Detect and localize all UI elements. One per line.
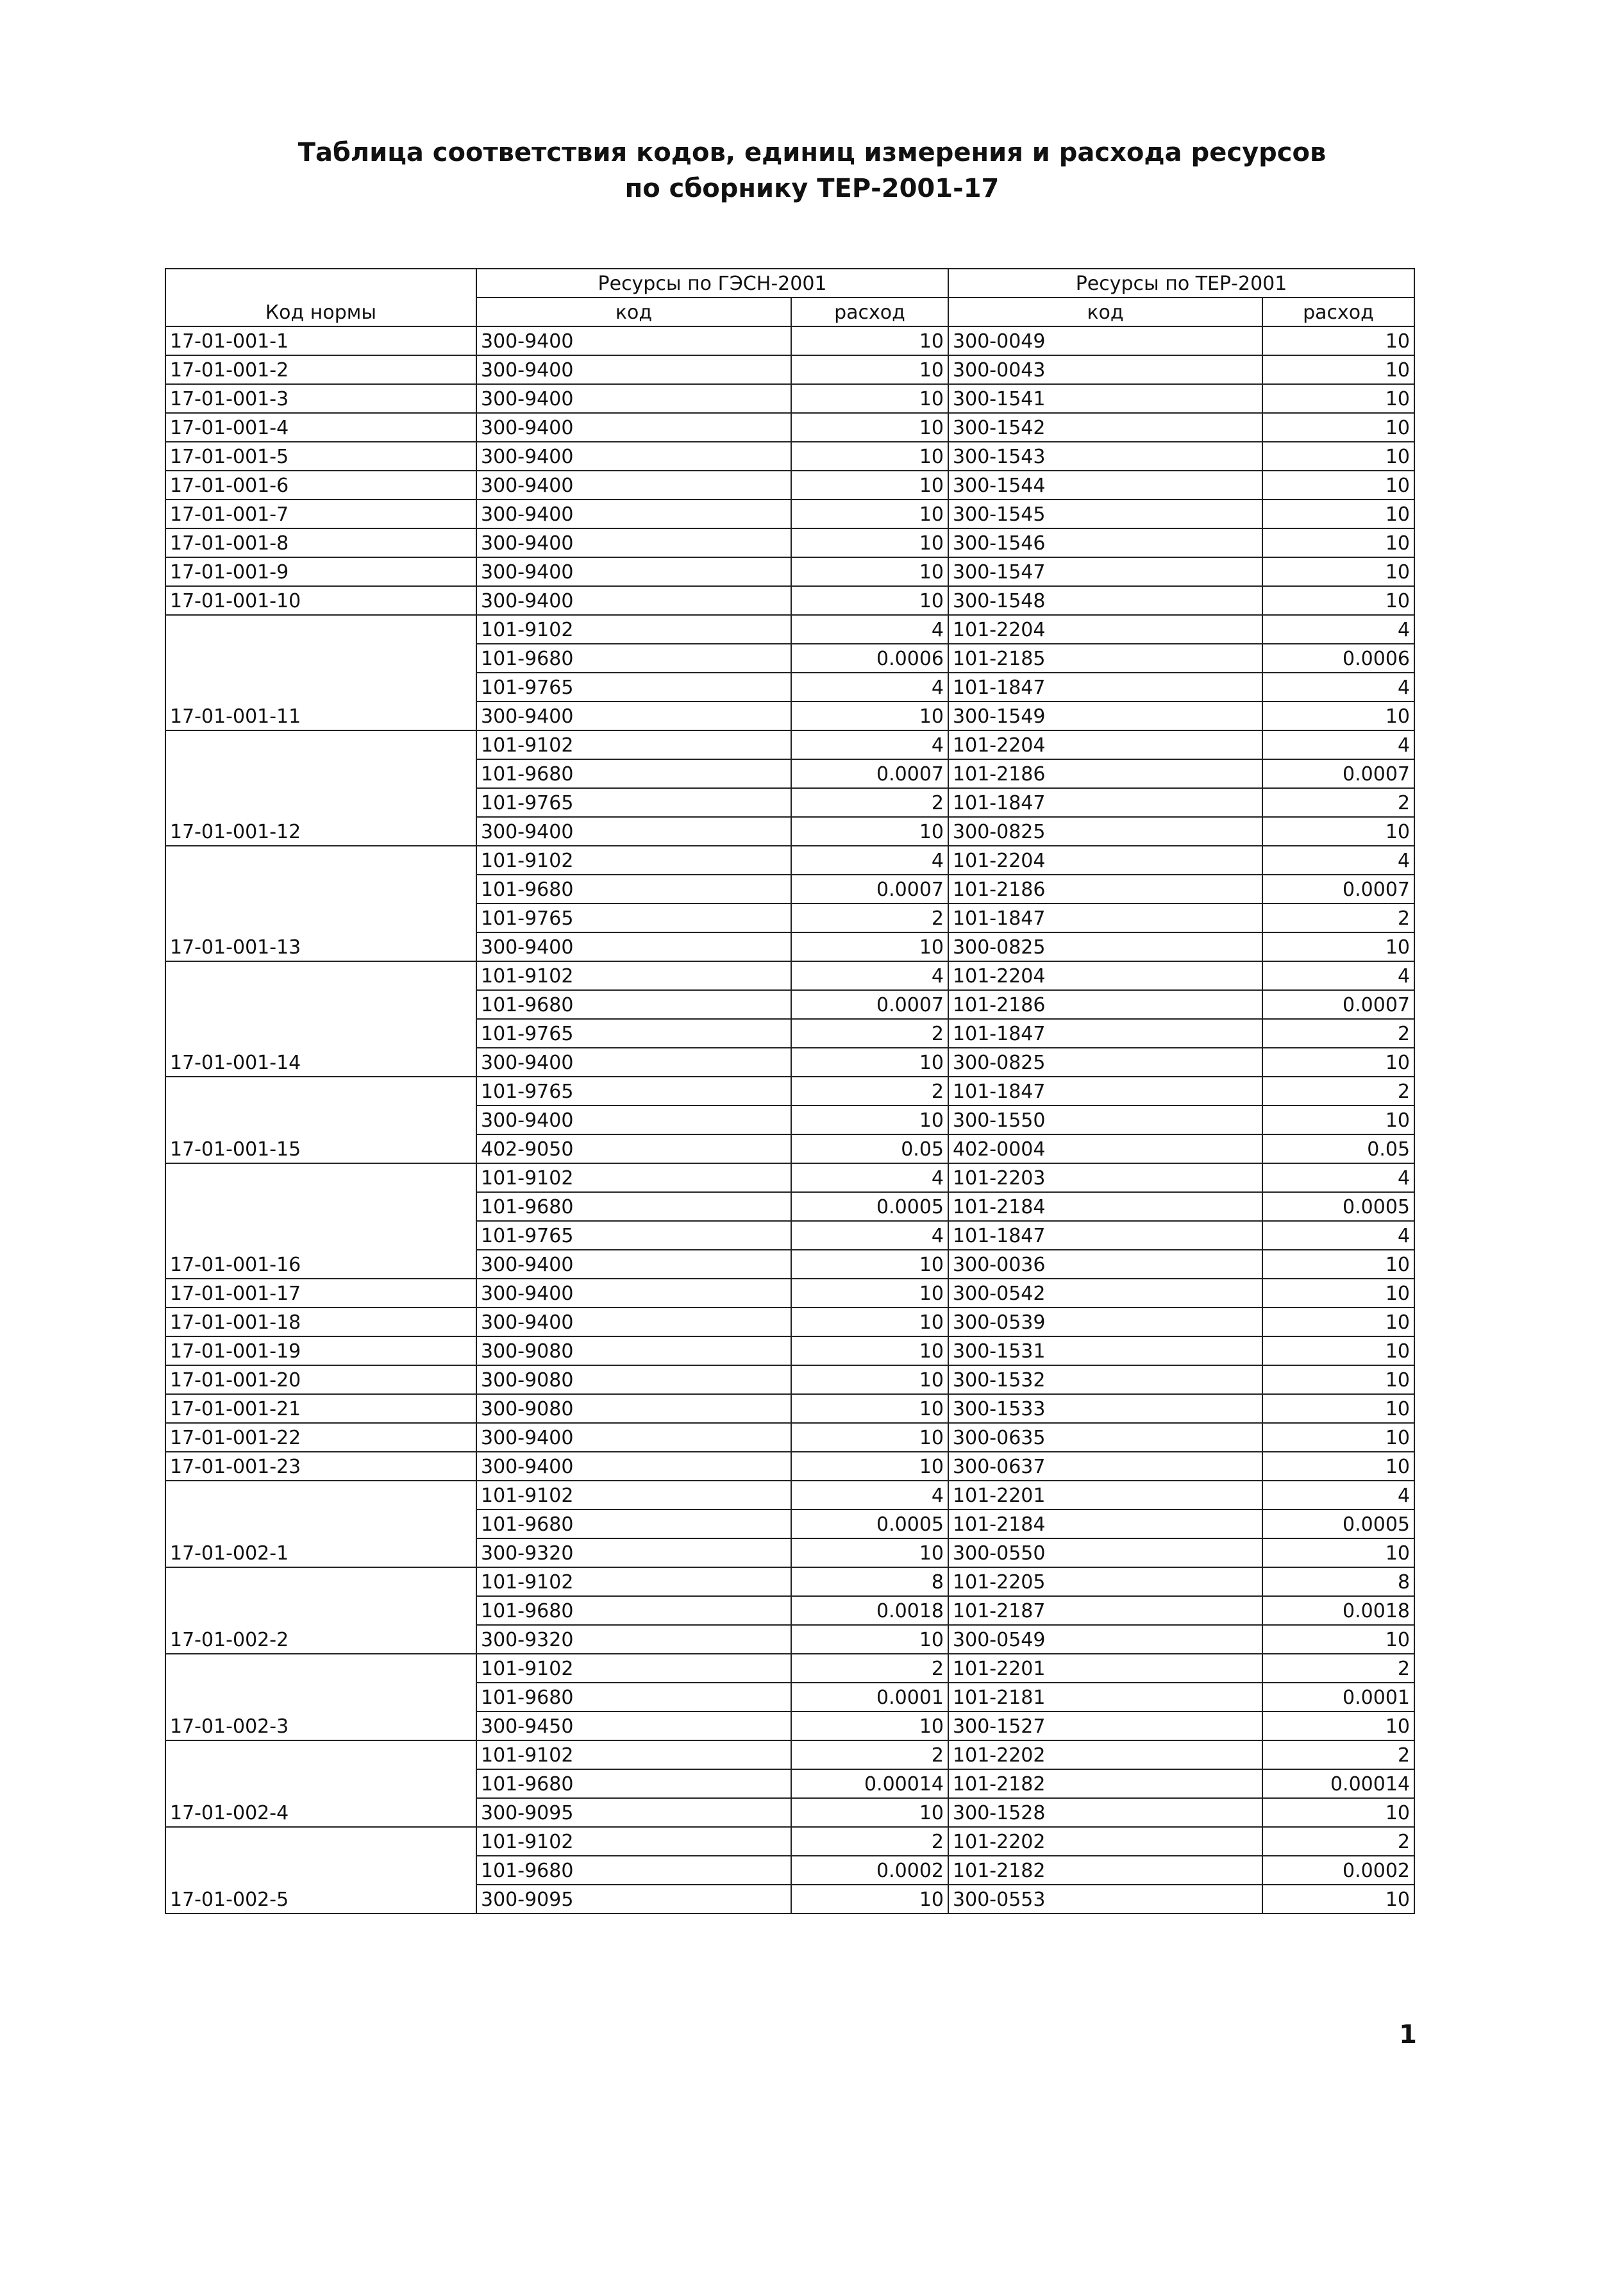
ter-amount-cell: 10 bbox=[1262, 471, 1414, 500]
norm-code-cell: 17-01-001-23 bbox=[165, 1452, 476, 1481]
gesn-amount-cell: 4 bbox=[791, 730, 948, 759]
gesn-code-cell: 101-9102 bbox=[476, 846, 791, 875]
gesn-code-cell: 300-9400 bbox=[476, 326, 791, 355]
table-row bbox=[165, 730, 1414, 759]
ter-code-cell: 101-2182 bbox=[948, 1769, 1262, 1798]
ter-amount-cell: 2 bbox=[1262, 788, 1414, 817]
ter-amount-cell: 10 bbox=[1262, 1365, 1414, 1394]
gesn-amount-cell: 10 bbox=[791, 932, 948, 961]
gesn-code-cell: 300-9400 bbox=[476, 1250, 791, 1279]
ter-code-cell: 300-0036 bbox=[948, 1250, 1262, 1279]
ter-code-cell: 101-1847 bbox=[948, 788, 1262, 817]
gesn-code-cell: 300-9400 bbox=[476, 1279, 791, 1308]
table-row bbox=[165, 442, 1414, 471]
ter-code-cell: 101-2181 bbox=[948, 1683, 1262, 1712]
table-row bbox=[165, 846, 1414, 875]
gesn-code-cell: 101-9102 bbox=[476, 1654, 791, 1683]
ter-code-cell: 101-2205 bbox=[948, 1567, 1262, 1596]
gesn-code-cell: 101-9680 bbox=[476, 875, 791, 904]
ter-code-cell: 300-0825 bbox=[948, 932, 1262, 961]
ter-code-cell: 300-1542 bbox=[948, 413, 1262, 442]
gesn-amount-cell: 0.0007 bbox=[791, 990, 948, 1019]
gesn-amount-cell: 10 bbox=[791, 442, 948, 471]
gesn-amount-cell: 0.00014 bbox=[791, 1769, 948, 1798]
ter-code-cell: 101-2186 bbox=[948, 875, 1262, 904]
ter-code-cell: 101-2202 bbox=[948, 1740, 1262, 1769]
gesn-code-cell: 101-9102 bbox=[476, 1481, 791, 1510]
table-row bbox=[165, 355, 1414, 384]
gesn-amount-cell: 10 bbox=[791, 1625, 948, 1654]
gesn-code-cell: 101-9102 bbox=[476, 1163, 791, 1192]
ter-amount-cell: 0.0018 bbox=[1262, 1596, 1414, 1625]
ter-amount-cell: 10 bbox=[1262, 1538, 1414, 1567]
gesn-amount-cell: 10 bbox=[791, 1048, 948, 1077]
gesn-amount-cell: 10 bbox=[791, 586, 948, 615]
gesn-code-cell: 300-9400 bbox=[476, 384, 791, 413]
ter-amount-cell: 4 bbox=[1262, 961, 1414, 990]
ter-code-cell: 300-0542 bbox=[948, 1279, 1262, 1308]
gesn-amount-cell: 4 bbox=[791, 1221, 948, 1250]
ter-code-cell: 101-2201 bbox=[948, 1654, 1262, 1683]
ter-amount-cell: 0.0002 bbox=[1262, 1856, 1414, 1885]
table-row bbox=[165, 1077, 1414, 1106]
ter-code-cell: 300-1546 bbox=[948, 528, 1262, 557]
table-row bbox=[165, 1740, 1414, 1769]
ter-code-cell: 300-1541 bbox=[948, 384, 1262, 413]
gesn-code-cell: 101-9102 bbox=[476, 730, 791, 759]
gesn-amount-cell: 0.05 bbox=[791, 1134, 948, 1163]
gesn-code-cell: 300-9400 bbox=[476, 500, 791, 528]
ter-code-cell: 300-1533 bbox=[948, 1394, 1262, 1423]
table-row bbox=[165, 557, 1414, 586]
ter-code-cell: 300-1543 bbox=[948, 442, 1262, 471]
gesn-amount-cell: 0.0018 bbox=[791, 1596, 948, 1625]
gesn-amount-cell: 10 bbox=[791, 1279, 948, 1308]
ter-amount-cell: 10 bbox=[1262, 1712, 1414, 1740]
header-ter-code: код bbox=[948, 298, 1262, 326]
ter-amount-cell: 2 bbox=[1262, 1019, 1414, 1048]
gesn-code-cell: 101-9680 bbox=[476, 1769, 791, 1798]
ter-code-cell: 300-1545 bbox=[948, 500, 1262, 528]
ter-amount-cell: 4 bbox=[1262, 1221, 1414, 1250]
ter-amount-cell: 10 bbox=[1262, 1279, 1414, 1308]
ter-amount-cell: 0.05 bbox=[1262, 1134, 1414, 1163]
gesn-amount-cell: 0.0007 bbox=[791, 875, 948, 904]
norm-code-cell: 17-01-002-2 bbox=[165, 1567, 476, 1654]
gesn-code-cell: 300-9450 bbox=[476, 1712, 791, 1740]
gesn-amount-cell: 2 bbox=[791, 1019, 948, 1048]
ter-code-cell: 101-1847 bbox=[948, 1019, 1262, 1048]
gesn-amount-cell: 0.0001 bbox=[791, 1683, 948, 1712]
gesn-code-cell: 101-9102 bbox=[476, 1740, 791, 1769]
gesn-amount-cell: 8 bbox=[791, 1567, 948, 1596]
ter-code-cell: 300-0539 bbox=[948, 1308, 1262, 1336]
gesn-amount-cell: 10 bbox=[791, 1538, 948, 1567]
gesn-amount-cell: 10 bbox=[791, 471, 948, 500]
gesn-amount-cell: 10 bbox=[791, 1885, 948, 1914]
table-row bbox=[165, 413, 1414, 442]
norm-code-cell: 17-01-001-8 bbox=[165, 528, 476, 557]
ter-code-cell: 101-2187 bbox=[948, 1596, 1262, 1625]
gesn-amount-cell: 4 bbox=[791, 961, 948, 990]
ter-amount-cell: 10 bbox=[1262, 1423, 1414, 1452]
ter-amount-cell: 4 bbox=[1262, 1163, 1414, 1192]
ter-code-cell: 300-0635 bbox=[948, 1423, 1262, 1452]
gesn-amount-cell: 10 bbox=[791, 1336, 948, 1365]
norm-code-cell: 17-01-001-1 bbox=[165, 326, 476, 355]
ter-code-cell: 101-1847 bbox=[948, 1077, 1262, 1106]
ter-amount-cell: 2 bbox=[1262, 904, 1414, 932]
gesn-code-cell: 101-9765 bbox=[476, 788, 791, 817]
ter-code-cell: 101-1847 bbox=[948, 904, 1262, 932]
ter-amount-cell: 10 bbox=[1262, 817, 1414, 846]
gesn-code-cell: 300-9080 bbox=[476, 1336, 791, 1365]
ter-amount-cell: 10 bbox=[1262, 586, 1414, 615]
gesn-amount-cell: 10 bbox=[791, 1394, 948, 1423]
gesn-code-cell: 101-9765 bbox=[476, 1019, 791, 1048]
ter-code-cell: 300-0549 bbox=[948, 1625, 1262, 1654]
norm-code-cell: 17-01-001-19 bbox=[165, 1336, 476, 1365]
gesn-code-cell: 300-9400 bbox=[476, 1106, 791, 1134]
gesn-amount-cell: 2 bbox=[791, 788, 948, 817]
gesn-amount-cell: 10 bbox=[791, 413, 948, 442]
gesn-code-cell: 300-9400 bbox=[476, 471, 791, 500]
table-row bbox=[165, 1827, 1414, 1856]
ter-code-cell: 101-2186 bbox=[948, 759, 1262, 788]
ter-amount-cell: 2 bbox=[1262, 1077, 1414, 1106]
norm-code-cell: 17-01-001-3 bbox=[165, 384, 476, 413]
gesn-code-cell: 101-9680 bbox=[476, 1192, 791, 1221]
ter-amount-cell: 10 bbox=[1262, 1336, 1414, 1365]
gesn-code-cell: 101-9680 bbox=[476, 1510, 791, 1538]
gesn-amount-cell: 10 bbox=[791, 528, 948, 557]
table-row bbox=[165, 1336, 1414, 1365]
header-gesn-code: код bbox=[476, 298, 791, 326]
gesn-code-cell: 300-9080 bbox=[476, 1365, 791, 1394]
norm-code-cell: 17-01-001-5 bbox=[165, 442, 476, 471]
gesn-amount-cell: 10 bbox=[791, 500, 948, 528]
ter-amount-cell: 4 bbox=[1262, 673, 1414, 702]
gesn-code-cell: 300-9095 bbox=[476, 1798, 791, 1827]
gesn-amount-cell: 10 bbox=[791, 1365, 948, 1394]
gesn-amount-cell: 10 bbox=[791, 1308, 948, 1336]
norm-code-cell: 17-01-001-7 bbox=[165, 500, 476, 528]
gesn-amount-cell: 4 bbox=[791, 846, 948, 875]
gesn-code-cell: 300-9080 bbox=[476, 1394, 791, 1423]
gesn-amount-cell: 10 bbox=[791, 1452, 948, 1481]
ter-amount-cell: 0.0005 bbox=[1262, 1510, 1414, 1538]
ter-amount-cell: 2 bbox=[1262, 1740, 1414, 1769]
gesn-amount-cell: 10 bbox=[791, 1423, 948, 1452]
norm-code-cell: 17-01-001-22 bbox=[165, 1423, 476, 1452]
table-row bbox=[165, 528, 1414, 557]
norm-code-cell: 17-01-001-10 bbox=[165, 586, 476, 615]
ter-code-cell: 300-1547 bbox=[948, 557, 1262, 586]
norm-code-cell: 17-01-001-4 bbox=[165, 413, 476, 442]
table-row bbox=[165, 1163, 1414, 1192]
norm-code-cell: 17-01-001-17 bbox=[165, 1279, 476, 1308]
gesn-code-cell: 101-9765 bbox=[476, 1077, 791, 1106]
header-norm-code: Код нормы bbox=[165, 269, 476, 326]
ter-code-cell: 101-2204 bbox=[948, 615, 1262, 644]
gesn-code-cell: 101-9102 bbox=[476, 615, 791, 644]
ter-code-cell: 300-1549 bbox=[948, 702, 1262, 730]
gesn-code-cell: 300-9400 bbox=[476, 586, 791, 615]
ter-amount-cell: 10 bbox=[1262, 1106, 1414, 1134]
gesn-code-cell: 300-9400 bbox=[476, 442, 791, 471]
gesn-amount-cell: 0.0006 bbox=[791, 644, 948, 673]
ter-code-cell: 101-2202 bbox=[948, 1827, 1262, 1856]
header-ter-amount: расход bbox=[1262, 298, 1414, 326]
gesn-code-cell: 101-9102 bbox=[476, 1567, 791, 1596]
ter-code-cell: 300-1548 bbox=[948, 586, 1262, 615]
ter-code-cell: 101-2184 bbox=[948, 1192, 1262, 1221]
ter-code-cell: 300-1544 bbox=[948, 471, 1262, 500]
title-line-2: по сборнику ТЕР-2001-17 bbox=[624, 174, 1000, 203]
gesn-code-cell: 300-9320 bbox=[476, 1538, 791, 1567]
gesn-amount-cell: 10 bbox=[791, 702, 948, 730]
ter-amount-cell: 0.0007 bbox=[1262, 875, 1414, 904]
ter-amount-cell: 10 bbox=[1262, 1250, 1414, 1279]
table-row bbox=[165, 1654, 1414, 1683]
gesn-code-cell: 101-9680 bbox=[476, 1596, 791, 1625]
gesn-amount-cell: 10 bbox=[791, 1798, 948, 1827]
ter-amount-cell: 10 bbox=[1262, 1394, 1414, 1423]
ter-code-cell: 101-2204 bbox=[948, 961, 1262, 990]
ter-code-cell: 101-2204 bbox=[948, 846, 1262, 875]
ter-amount-cell: 10 bbox=[1262, 557, 1414, 586]
ter-amount-cell: 10 bbox=[1262, 413, 1414, 442]
norm-code-cell: 17-01-001-12 bbox=[165, 730, 476, 846]
gesn-code-cell: 300-9400 bbox=[476, 1452, 791, 1481]
ter-code-cell: 101-2203 bbox=[948, 1163, 1262, 1192]
ter-code-cell: 300-0043 bbox=[948, 355, 1262, 384]
ter-code-cell: 300-0825 bbox=[948, 817, 1262, 846]
norm-code-cell: 17-01-002-5 bbox=[165, 1827, 476, 1914]
ter-amount-cell: 4 bbox=[1262, 1481, 1414, 1510]
header-row-groups bbox=[165, 269, 1414, 298]
gesn-amount-cell: 10 bbox=[791, 817, 948, 846]
header-gesn-resources: Ресурсы по ГЭСН-2001 bbox=[476, 269, 948, 298]
table-row bbox=[165, 1308, 1414, 1336]
gesn-amount-cell: 10 bbox=[791, 1106, 948, 1134]
gesn-amount-cell: 10 bbox=[791, 384, 948, 413]
table-row bbox=[165, 961, 1414, 990]
gesn-code-cell: 101-9680 bbox=[476, 1856, 791, 1885]
gesn-code-cell: 101-9102 bbox=[476, 961, 791, 990]
norm-code-cell: 17-01-002-3 bbox=[165, 1654, 476, 1740]
gesn-amount-cell: 10 bbox=[791, 326, 948, 355]
norm-code-cell: 17-01-001-21 bbox=[165, 1394, 476, 1423]
gesn-code-cell: 101-9765 bbox=[476, 1221, 791, 1250]
table-row bbox=[165, 586, 1414, 615]
table-row bbox=[165, 1279, 1414, 1308]
gesn-code-cell: 300-9400 bbox=[476, 932, 791, 961]
ter-code-cell: 300-0553 bbox=[948, 1885, 1262, 1914]
gesn-amount-cell: 4 bbox=[791, 673, 948, 702]
ter-amount-cell: 10 bbox=[1262, 355, 1414, 384]
ter-amount-cell: 0.0007 bbox=[1262, 759, 1414, 788]
gesn-amount-cell: 0.0005 bbox=[791, 1510, 948, 1538]
ter-code-cell: 101-1847 bbox=[948, 673, 1262, 702]
ter-amount-cell: 8 bbox=[1262, 1567, 1414, 1596]
gesn-code-cell: 402-9050 bbox=[476, 1134, 791, 1163]
gesn-code-cell: 101-9102 bbox=[476, 1827, 791, 1856]
gesn-amount-cell: 4 bbox=[791, 615, 948, 644]
ter-code-cell: 101-2204 bbox=[948, 730, 1262, 759]
gesn-code-cell: 101-9680 bbox=[476, 759, 791, 788]
gesn-code-cell: 300-9400 bbox=[476, 557, 791, 586]
gesn-amount-cell: 0.0007 bbox=[791, 759, 948, 788]
table-row bbox=[165, 1394, 1414, 1423]
gesn-amount-cell: 10 bbox=[791, 557, 948, 586]
ter-amount-cell: 2 bbox=[1262, 1654, 1414, 1683]
header-gesn-amount: расход bbox=[791, 298, 948, 326]
norm-code-cell: 17-01-001-18 bbox=[165, 1308, 476, 1336]
gesn-amount-cell: 10 bbox=[791, 1250, 948, 1279]
ter-amount-cell: 0.0007 bbox=[1262, 990, 1414, 1019]
gesn-code-cell: 101-9680 bbox=[476, 644, 791, 673]
gesn-amount-cell: 10 bbox=[791, 1712, 948, 1740]
ter-amount-cell: 2 bbox=[1262, 1827, 1414, 1856]
ter-code-cell: 300-1527 bbox=[948, 1712, 1262, 1740]
table-body bbox=[165, 326, 1414, 1914]
gesn-code-cell: 300-9095 bbox=[476, 1885, 791, 1914]
table-row bbox=[165, 1481, 1414, 1510]
ter-code-cell: 101-2184 bbox=[948, 1510, 1262, 1538]
norm-code-cell: 17-01-001-13 bbox=[165, 846, 476, 961]
ter-amount-cell: 4 bbox=[1262, 846, 1414, 875]
gesn-amount-cell: 2 bbox=[791, 1654, 948, 1683]
norm-code-cell: 17-01-001-6 bbox=[165, 471, 476, 500]
ter-amount-cell: 10 bbox=[1262, 1048, 1414, 1077]
table-row bbox=[165, 384, 1414, 413]
gesn-amount-cell: 0.0005 bbox=[791, 1192, 948, 1221]
ter-amount-cell: 10 bbox=[1262, 384, 1414, 413]
ter-code-cell: 101-1847 bbox=[948, 1221, 1262, 1250]
gesn-amount-cell: 4 bbox=[791, 1481, 948, 1510]
gesn-amount-cell: 10 bbox=[791, 355, 948, 384]
ter-code-cell: 101-2186 bbox=[948, 990, 1262, 1019]
ter-amount-cell: 10 bbox=[1262, 1885, 1414, 1914]
gesn-code-cell: 300-9400 bbox=[476, 413, 791, 442]
gesn-amount-cell: 0.0002 bbox=[791, 1856, 948, 1885]
table-row bbox=[165, 615, 1414, 644]
resource-correspondence-table bbox=[165, 268, 1415, 1914]
norm-code-cell: 17-01-001-2 bbox=[165, 355, 476, 384]
norm-code-cell: 17-01-002-1 bbox=[165, 1481, 476, 1567]
norm-code-cell: 17-01-001-20 bbox=[165, 1365, 476, 1394]
ter-code-cell: 300-0550 bbox=[948, 1538, 1262, 1567]
ter-amount-cell: 10 bbox=[1262, 1625, 1414, 1654]
table-row bbox=[165, 1452, 1414, 1481]
table-row bbox=[165, 471, 1414, 500]
header-ter-resources: Ресурсы по ТЕР-2001 bbox=[948, 269, 1414, 298]
ter-amount-cell: 10 bbox=[1262, 528, 1414, 557]
norm-code-cell: 17-01-001-15 bbox=[165, 1077, 476, 1163]
gesn-code-cell: 300-9400 bbox=[476, 1308, 791, 1336]
ter-code-cell: 101-2201 bbox=[948, 1481, 1262, 1510]
gesn-code-cell: 101-9765 bbox=[476, 904, 791, 932]
ter-code-cell: 402-0004 bbox=[948, 1134, 1262, 1163]
ter-code-cell: 101-2185 bbox=[948, 644, 1262, 673]
ter-code-cell: 300-1532 bbox=[948, 1365, 1262, 1394]
ter-amount-cell: 4 bbox=[1262, 615, 1414, 644]
ter-amount-cell: 10 bbox=[1262, 500, 1414, 528]
document-title bbox=[0, 135, 1624, 206]
norm-code-cell: 17-01-001-14 bbox=[165, 961, 476, 1077]
ter-amount-cell: 10 bbox=[1262, 326, 1414, 355]
gesn-code-cell: 300-9320 bbox=[476, 1625, 791, 1654]
ter-code-cell: 300-1528 bbox=[948, 1798, 1262, 1827]
ter-amount-cell: 10 bbox=[1262, 1308, 1414, 1336]
table-row bbox=[165, 1567, 1414, 1596]
ter-amount-cell: 0.0001 bbox=[1262, 1683, 1414, 1712]
gesn-code-cell: 300-9400 bbox=[476, 817, 791, 846]
ter-amount-cell: 10 bbox=[1262, 442, 1414, 471]
norm-code-cell: 17-01-001-9 bbox=[165, 557, 476, 586]
ter-code-cell: 300-1531 bbox=[948, 1336, 1262, 1365]
table-row bbox=[165, 500, 1414, 528]
gesn-code-cell: 300-9400 bbox=[476, 355, 791, 384]
gesn-amount-cell: 2 bbox=[791, 1077, 948, 1106]
gesn-amount-cell: 4 bbox=[791, 1163, 948, 1192]
title-line-1: Таблица соответствия кодов, единиц измерения и расхода ресурсов bbox=[297, 138, 1327, 167]
ter-amount-cell: 10 bbox=[1262, 702, 1414, 730]
ter-amount-cell: 10 bbox=[1262, 932, 1414, 961]
gesn-code-cell: 101-9680 bbox=[476, 1683, 791, 1712]
gesn-amount-cell: 2 bbox=[791, 1827, 948, 1856]
ter-amount-cell: 10 bbox=[1262, 1798, 1414, 1827]
ter-code-cell: 101-2182 bbox=[948, 1856, 1262, 1885]
page-number: 1 bbox=[1399, 2020, 1417, 2049]
ter-code-cell: 300-0825 bbox=[948, 1048, 1262, 1077]
ter-amount-cell: 0.0005 bbox=[1262, 1192, 1414, 1221]
gesn-amount-cell: 2 bbox=[791, 904, 948, 932]
ter-amount-cell: 4 bbox=[1262, 730, 1414, 759]
table-row bbox=[165, 1423, 1414, 1452]
gesn-amount-cell: 2 bbox=[791, 1740, 948, 1769]
table-row bbox=[165, 326, 1414, 355]
norm-code-cell: 17-01-001-11 bbox=[165, 615, 476, 730]
gesn-code-cell: 300-9400 bbox=[476, 1423, 791, 1452]
gesn-code-cell: 101-9765 bbox=[476, 673, 791, 702]
gesn-code-cell: 300-9400 bbox=[476, 702, 791, 730]
ter-code-cell: 300-0049 bbox=[948, 326, 1262, 355]
ter-code-cell: 300-0637 bbox=[948, 1452, 1262, 1481]
norm-code-cell: 17-01-002-4 bbox=[165, 1740, 476, 1827]
norm-code-cell: 17-01-001-16 bbox=[165, 1163, 476, 1279]
ter-amount-cell: 0.00014 bbox=[1262, 1769, 1414, 1798]
ter-code-cell: 300-1550 bbox=[948, 1106, 1262, 1134]
table-row bbox=[165, 1365, 1414, 1394]
ter-amount-cell: 0.0006 bbox=[1262, 644, 1414, 673]
gesn-code-cell: 300-9400 bbox=[476, 1048, 791, 1077]
gesn-code-cell: 300-9400 bbox=[476, 528, 791, 557]
gesn-code-cell: 101-9680 bbox=[476, 990, 791, 1019]
ter-amount-cell: 10 bbox=[1262, 1452, 1414, 1481]
